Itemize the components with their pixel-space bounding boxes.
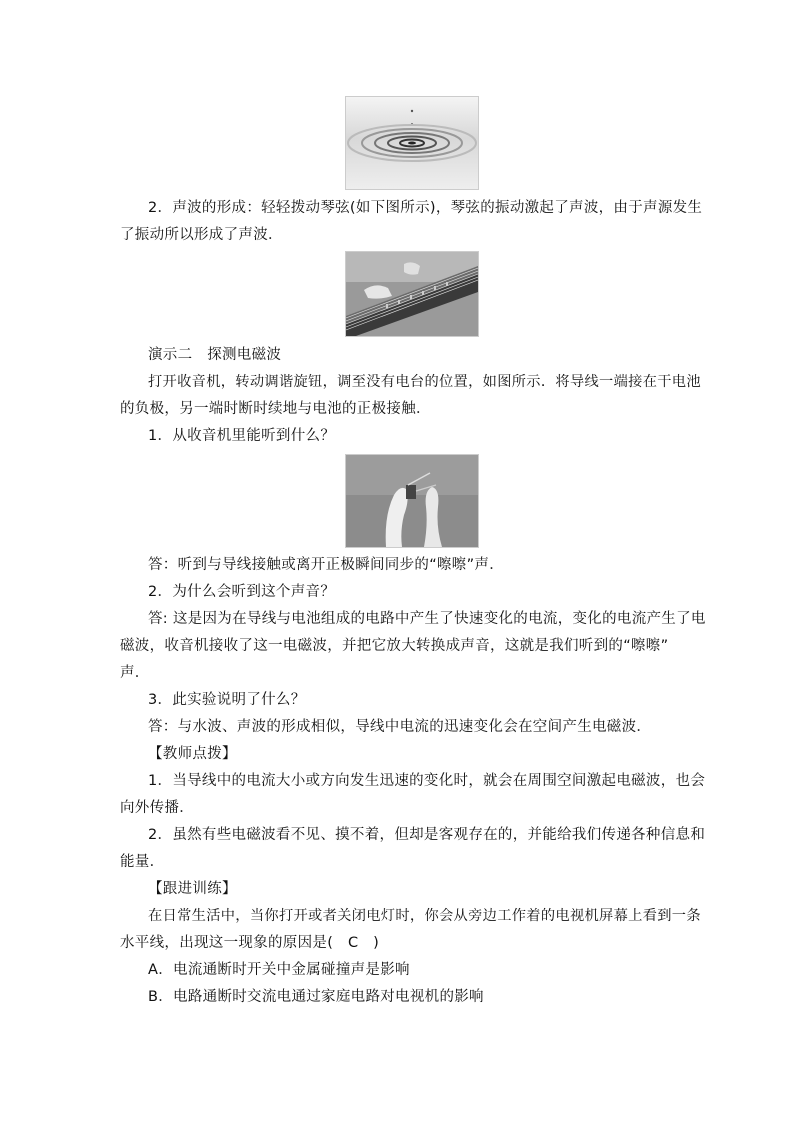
- demo2-title: 演示二 探测电磁波: [148, 347, 282, 363]
- demo2-intro-line-2: 的负极，另一端时断时续地与电池的正极接触．: [120, 401, 431, 417]
- demo2-intro-line-1: 打开收音机，转动调谐旋钮，调至没有电台的位置，如图所示．将导线一端接在干电池: [148, 374, 701, 390]
- question-1: 1．从收音机里能听到什么？: [148, 428, 336, 444]
- answer-2-line-2: 磁波，收音机接收了这一电磁波，并把它放大转换成声音，这就是我们听到的“嚓嚓”: [120, 638, 669, 654]
- answer-1: 答：听到与导线接触或离开正极瞬间同步的“嚓嚓”声．: [148, 557, 505, 573]
- sound-wave-paragraph-line-1: 2．声波的形成：轻轻拨动琴弦(如下图所示)，琴弦的振动激起了声波，由于声源发生: [148, 200, 703, 216]
- practice-title: 【跟进训练】: [148, 881, 237, 897]
- option-b: B．电路通断时交流电通过家庭电路对电视机的影响: [148, 989, 484, 1005]
- sound-wave-paragraph-line-2: 了振动所以形成了声波．: [120, 227, 283, 243]
- tip-1-line-1: 1．当导线中的电流大小或方向发生迅速的变化时，就会在周围空间激起电磁波，也会: [148, 773, 706, 789]
- guzheng-plucking-image: [345, 251, 479, 337]
- practice-question-line-1: 在日常生活中，当你打开或者关闭电灯时，你会从旁边工作着的电视机屏幕上看到一条: [148, 908, 701, 924]
- option-a: A．电流通断时开关中金属碰撞声是影响: [148, 962, 410, 978]
- answer-2-line-1: 答: 这是因为在导线与电池组成的电路中产生了快速变化的电流，变化的电流产生了电: [148, 611, 706, 627]
- tip-1-line-2: 向外传播．: [120, 800, 194, 816]
- practice-question-line-2: 水平线，出现这一现象的原因是( C ): [120, 935, 380, 951]
- question-2: 2．为什么会听到这个声音？: [148, 584, 336, 600]
- water-ripple-image: [345, 96, 479, 190]
- teacher-tips-title: 【教师点拨】: [148, 746, 237, 762]
- radio-experiment-image: [345, 454, 479, 548]
- answer-3: 答：与水波、声波的形成相似，导线中电流的迅速变化会在空间产生电磁波．: [148, 719, 652, 735]
- tip-2-line-1: 2．虽然有些电磁波看不见、摸不着，但却是客观存在的，并能给我们传递各种信息和: [148, 827, 706, 843]
- tip-2-line-2: 能量．: [120, 854, 165, 870]
- question-3: 3．此实验说明了什么？: [148, 692, 306, 708]
- answer-2-line-3: 声．: [120, 665, 150, 681]
